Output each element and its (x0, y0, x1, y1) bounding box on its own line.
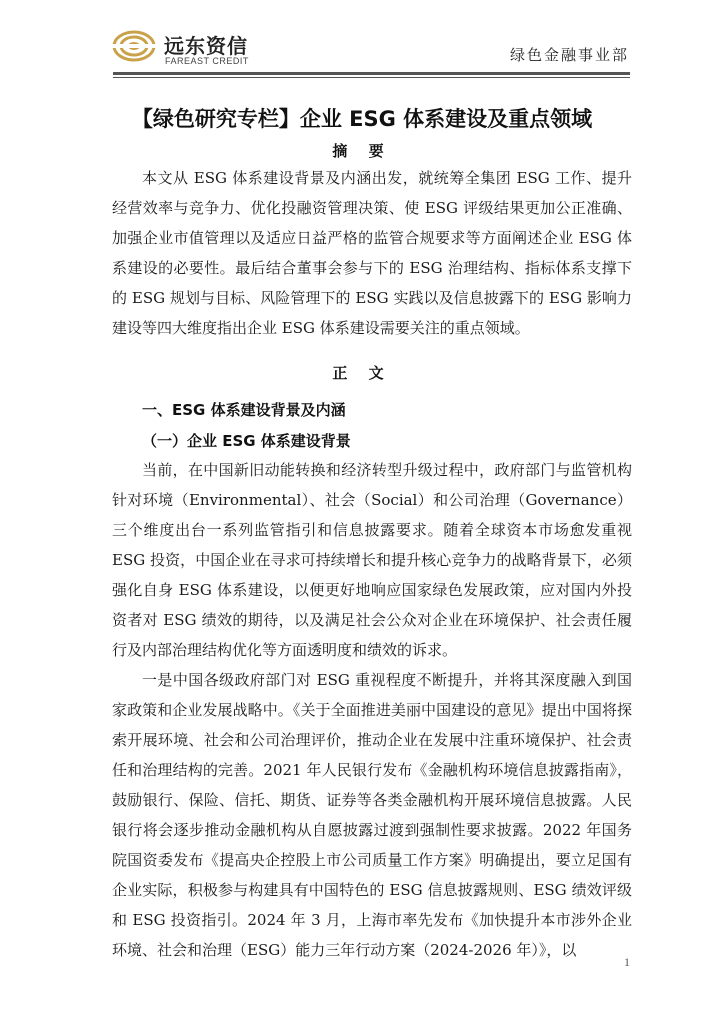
logo-chinese-name: 远东资信 (164, 34, 248, 58)
page-title: 【绿色研究专栏】企业 ESG 体系建设及重点领域 (131, 107, 593, 131)
abstract-heading: 摘 要 (332, 142, 392, 160)
department-label: 绿色金融事业部 (509, 46, 629, 64)
header-rule-thick (113, 72, 630, 75)
page-header (0, 0, 724, 80)
logo-english-name: FAREAST CREDIT (165, 56, 249, 66)
fareast-logo-icon (112, 28, 156, 64)
body-paragraph-1: 当前，在中国新旧动能转换和经济转型升级过程中，政府部门与监管机构针对环境（Environmental）、社会（Social）和公司治理（Governance）三个维度出台一系列监管指引和信息披露要求。随着全球资本市场愈发重视 ESG 投资，中国企业在寻求可持续增长和提升核心竞争力的战略背景下，必须强化自身 ESG 体系建设，以便更好地响应国家绿色发展政策，应对国内外投资者对 ESG 绩效的期待，以及满足社会公众对企业在环境保护、社会责任履行及内部治理结构优化等方面透明度和绩效的诉求。 (112, 461, 632, 659)
page-number: 1 (624, 955, 630, 969)
section-1-title: 一、ESG 体系建设背景及内涵 (142, 401, 346, 419)
body-paragraph-2: 一是中国各级政府部门对 ESG 重视程度不断提升，并将其深度融入到国家政策和企业发展战略中。《关于全面推进美丽中国建设的意见》提出中国将探索开展环境、社会和公司治理评价，推动企业在发展中注重环境保护、社会责任和治理结构的完善。2021 年人民银行发布《金融机构环境信息披露指南》，鼓励银行、保险、信托、期货、证券等各类金融机构开展环境信息披露。人民银行将会逐步推动金融机构从自愿披露过渡到强制性要求披露。2022 年国务院国资委发布《提高央企控股上市公司质量工作方案》明确提出，要立足国有企业实际，积极参与构建具有中国特色的 ESG 信息披露规则、ESG 绩效评级和 ESG 投资指引。2024 年 3 月，上海市率先发布《加快提升本市涉外企业环境、社会和治理（ESG）能力三年行动方案（2024-2026 年）》，以 (112, 671, 632, 959)
subsection-1-title: （一）企业 ESG 体系建设背景 (142, 432, 351, 450)
body-heading: 正 文 (332, 364, 392, 382)
header-rule-thin (113, 77, 630, 78)
abstract-text: 本文从 ESG 体系建设背景及内涵出发，就统筹全集团 ESG 工作、提升经营效率与竞争力、优化投融资管理决策、使 ESG 评级结果更加公正准确、加强企业市值管理以及适应日益严格的监管合规要求等方面阐述企业 ESG 体系建设的必要性。最后结合董事会参与下的 ESG 治理结构、指标体系支撑下的 ESG 规划与目标、风险管理下的 ESG 实践以及信息披露下的 ESG 影响力建设等四大维度指出企业 ESG 体系建设需要关注的重点领域。 (112, 169, 632, 337)
